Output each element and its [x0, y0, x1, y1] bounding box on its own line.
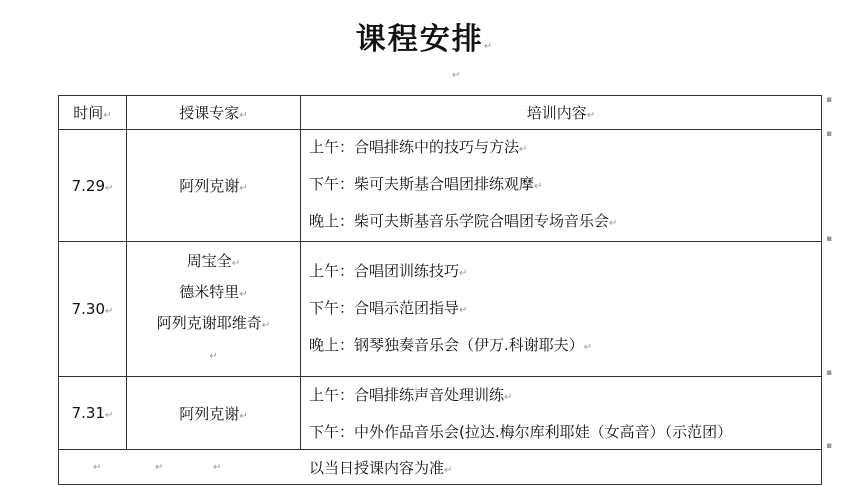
content-cell — [301, 242, 822, 377]
content-line: 下午：合唱示范团指导↵ — [309, 298, 468, 317]
row-end-mark: ▪ — [826, 95, 833, 105]
footer-note: 以当日授课内容为准↵ — [309, 459, 453, 477]
page-title: 课程安排↵ — [355, 22, 495, 57]
header-content: 培训内容↵ — [301, 96, 822, 130]
time-cell: 7.29↵ — [59, 130, 127, 242]
content-cell — [301, 377, 822, 450]
header-time: 时间↵ — [59, 96, 127, 130]
time-cell: 7.30↵ — [59, 242, 127, 377]
expert-cell — [127, 242, 301, 377]
content-line: 上午：合唱排练声音处理训练↵ — [309, 385, 513, 404]
paragraph-mark: ↵ — [209, 351, 218, 362]
expert-line: 周宝全↵ — [186, 252, 241, 270]
content-line: 晚上：柴可夫斯基音乐学院合唱团专场音乐会↵ — [309, 212, 618, 230]
footer-row — [59, 450, 822, 485]
row-end-mark: ▪ — [826, 368, 833, 378]
paragraph-mark: ↵ — [213, 462, 222, 473]
expert-line: 阿列克谢耶维奇↵ — [156, 314, 271, 332]
table-row — [59, 377, 822, 450]
expert-cell: 阿列克谢↵ — [127, 377, 301, 450]
expert-cell: 阿列克谢↵ — [127, 130, 301, 242]
header-expert: 授课专家↵ — [127, 96, 301, 130]
paragraph-mark: ↵ — [155, 462, 164, 473]
footer-cell — [59, 450, 822, 485]
content-line: 晚上：钢琴独奏音乐会（伊万.科谢耶夫）↵ — [309, 335, 593, 354]
content-line: 下午：中外作品音乐会(拉达.梅尔库利耶娃（女高音）（示范团） — [309, 422, 733, 441]
time-cell: 7.31↵ — [59, 377, 127, 450]
content-cell — [301, 130, 822, 242]
row-end-mark: ▪ — [826, 129, 833, 139]
row-end-mark: ▪ — [826, 441, 833, 451]
expert-line: 德米特里↵ — [179, 283, 248, 301]
table-row — [59, 242, 822, 377]
header-row — [59, 96, 822, 130]
content-line: 下午：柴可夫斯基合唱团排练观摩↵ — [309, 175, 543, 193]
row-end-mark: ▪ — [826, 234, 833, 244]
content-line: 上午：合唱团训练技巧↵ — [309, 261, 468, 280]
paragraph-mark: ↵ — [93, 462, 102, 473]
schedule-table — [58, 95, 822, 485]
content-line: 上午：合唱排练中的技巧与方法↵ — [309, 138, 528, 156]
paragraph-mark: ↵ — [452, 70, 461, 81]
table-row — [59, 130, 822, 242]
